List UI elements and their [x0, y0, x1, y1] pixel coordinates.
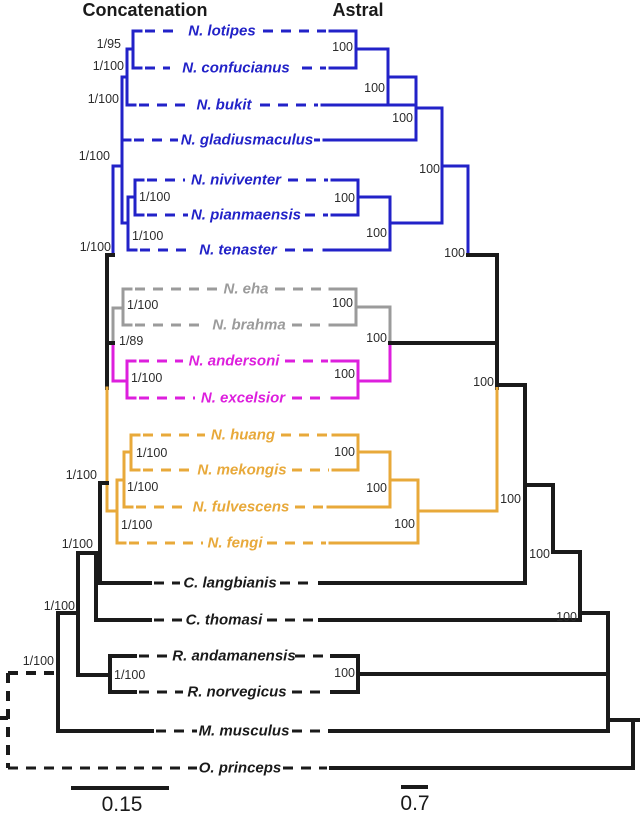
support-value-astral: 100	[364, 81, 385, 95]
support-value-concatenation: 1/100	[127, 298, 159, 312]
support-value-concatenation: 1/100	[114, 668, 146, 682]
taxon-label-n-mekongis: N. mekongis	[197, 461, 287, 479]
support-value-concatenation: 1/95	[96, 37, 121, 51]
support-value-concatenation: 1/100	[22, 654, 54, 668]
taxon-label-n-eha: N. eha	[223, 280, 269, 298]
support-value-astral: 100	[556, 610, 577, 624]
support-value-concatenation: 1/100	[87, 92, 119, 106]
support-value-concatenation: 1/89	[119, 334, 144, 348]
astral-tree-title: Astral	[332, 0, 384, 20]
support-value-astral: 100	[334, 445, 355, 459]
support-value-astral: 100	[366, 331, 387, 345]
taxon-label-n-brahma: N. brahma	[212, 316, 286, 334]
support-value-astral: 100	[529, 547, 550, 561]
support-value-astral: 100	[332, 40, 353, 54]
support-value-concatenation: 1/100	[131, 371, 163, 385]
taxon-label-n-andersoni: N. andersoni	[188, 352, 280, 370]
taxon-label-n-lotipes: N. lotipes	[188, 22, 256, 40]
taxon-label-n-bukit: N. bukit	[196, 96, 252, 114]
support-value-astral: 100	[332, 296, 353, 310]
support-value-astral: 100	[334, 367, 355, 381]
taxon-label-o-princeps: O. princeps	[198, 759, 282, 777]
support-value-concatenation: 1/100	[136, 446, 168, 460]
support-value-concatenation: 1/100	[132, 229, 164, 243]
support-value-concatenation: 1/100	[65, 468, 97, 482]
support-value-concatenation: 1/100	[78, 149, 110, 163]
support-value-astral: 100	[473, 375, 494, 389]
support-value-astral: 100	[334, 191, 355, 205]
support-value-astral: 100	[419, 162, 440, 176]
support-value-astral: 100	[392, 111, 413, 125]
taxon-label-r-andamanensis: R. andamanensis	[172, 647, 296, 665]
taxon-label-r-norvegicus: R. norvegicus	[187, 683, 287, 701]
scale-bar-label-concatenation: 0.15	[101, 793, 143, 816]
taxon-label-n-fulvescens: N. fulvescens	[192, 498, 290, 516]
support-value-astral: 100	[444, 246, 465, 260]
support-value-astral: 100	[394, 517, 415, 531]
taxon-label-n-pianmaensis: N. pianmaensis	[190, 206, 302, 224]
support-value-concatenation: 1/100	[121, 518, 153, 532]
support-value-concatenation: 1/100	[61, 537, 93, 551]
taxon-label-n-excelsior: N. excelsior	[200, 389, 286, 407]
support-value-astral: 100	[366, 226, 387, 240]
taxon-label-c-langbianis: C. langbianis	[183, 574, 277, 592]
support-value-concatenation: 1/100	[43, 599, 75, 613]
taxon-label-c-thomasi: C. thomasi	[185, 611, 263, 629]
support-value-concatenation: 1/100	[139, 190, 171, 204]
support-value-concatenation: 1/100	[92, 59, 124, 73]
taxon-label-n-huang: N. huang	[210, 426, 276, 444]
taxon-label-n-gladiusmaculus: N. gladiusmaculus	[180, 131, 314, 149]
taxon-label-n-fengi: N. fengi	[207, 534, 263, 552]
support-value-astral: 100	[366, 481, 387, 495]
support-value-astral: 100	[500, 492, 521, 506]
taxon-label-n-niviventer: N. niviventer	[190, 171, 282, 189]
taxon-label-n-tenaster: N. tenaster	[199, 241, 277, 259]
support-value-concatenation: 1/100	[127, 480, 159, 494]
support-value-astral: 100	[334, 666, 355, 680]
scale-bar-label-astral: 0.7	[400, 792, 430, 815]
taxon-label-m-musculus: M. musculus	[198, 722, 290, 740]
concatenation-tree-title: Concatenation	[82, 0, 208, 20]
support-value-concatenation: 1/100	[79, 240, 111, 254]
taxon-label-n-confucianus: N. confucianus	[182, 59, 290, 77]
